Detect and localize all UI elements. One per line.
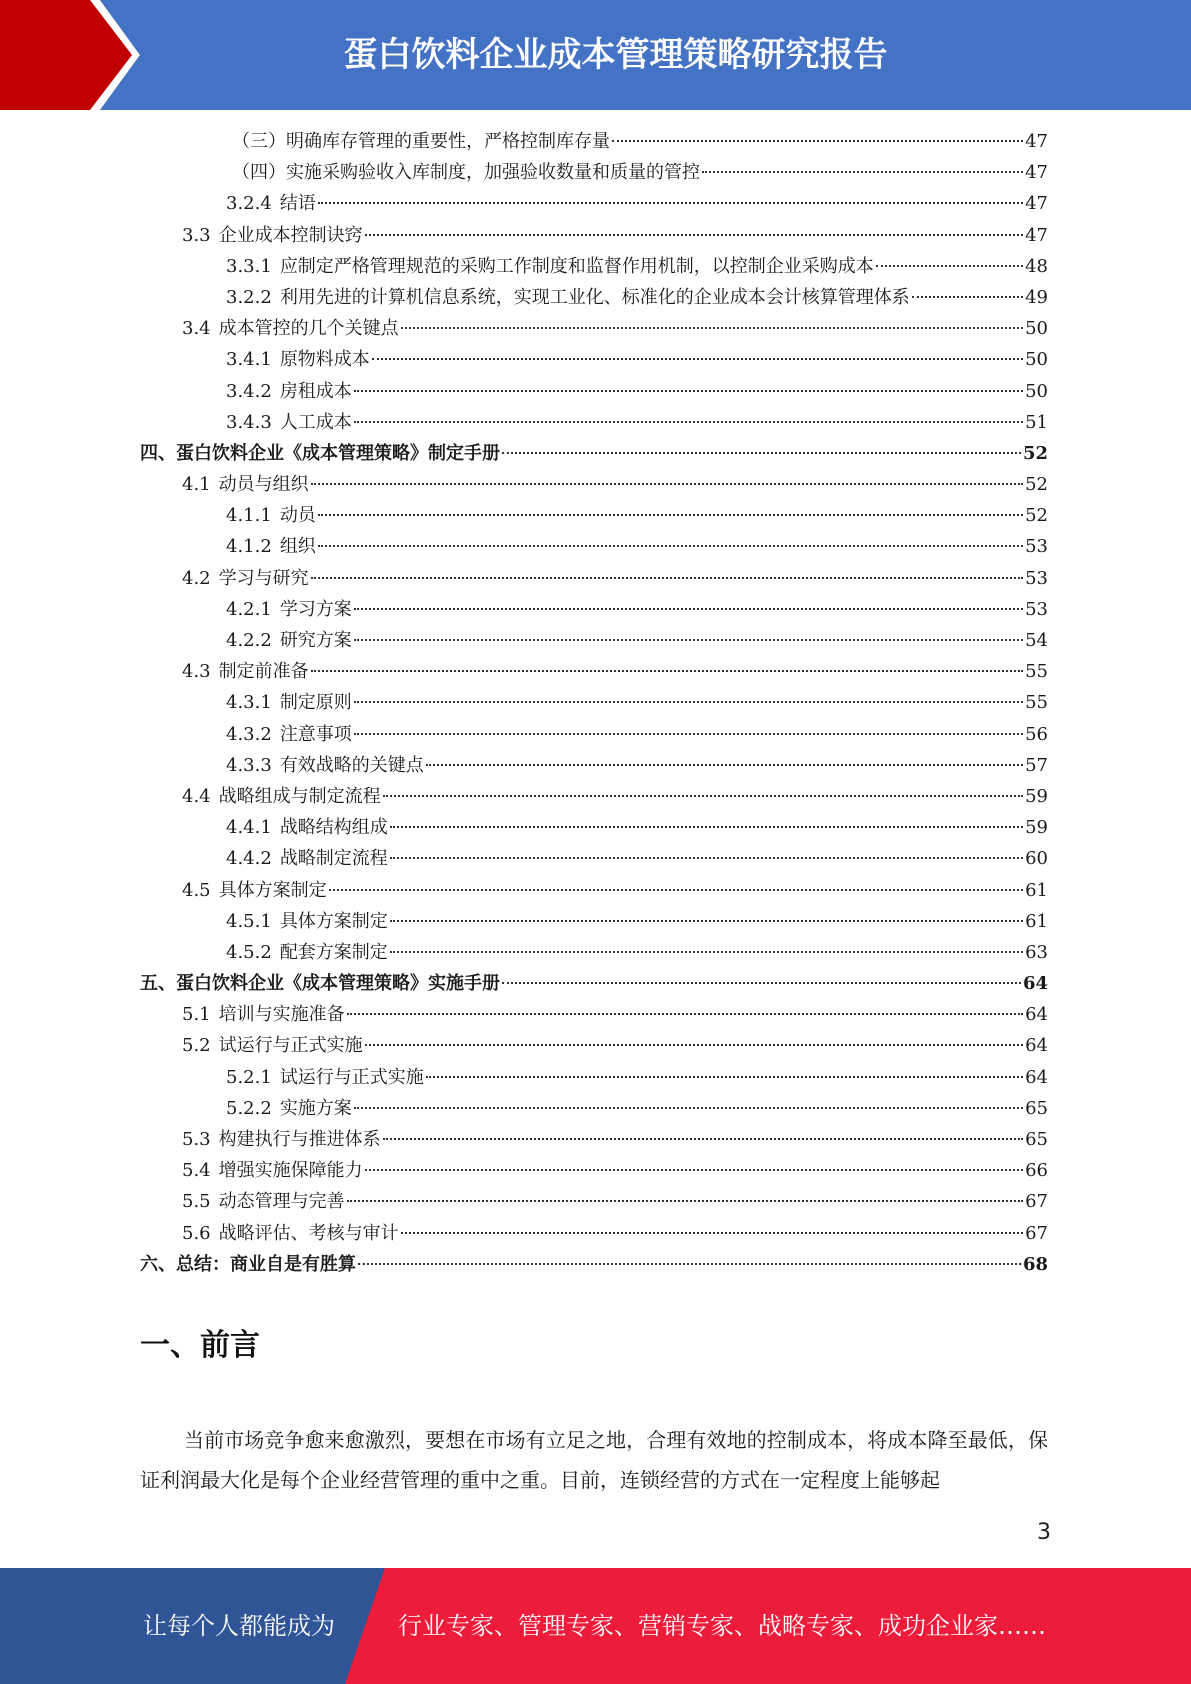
toc-entry-number: 5.2 xyxy=(182,1035,211,1057)
toc-entry-number: 3.3 xyxy=(182,224,211,246)
toc-entry-title: （三）明确库存管理的重要性，严格控制库存量 xyxy=(232,131,610,152)
toc-entry[interactable] xyxy=(140,189,1048,220)
toc-entry-page: 53 xyxy=(1025,598,1048,620)
toc-entry-title: 六、总结：商业自是有胜算 xyxy=(140,1253,356,1275)
toc-entry-title: 增强实施保障能力 xyxy=(218,1160,363,1182)
toc-entry-number: 4.5.2 xyxy=(226,941,272,963)
toc-entry-number: 5.6 xyxy=(182,1222,211,1244)
toc-entry-number: 5.1 xyxy=(182,1004,211,1026)
toc-entry[interactable] xyxy=(140,1000,1048,1031)
toc-entry-page: 64 xyxy=(1025,1004,1048,1026)
toc-entry-number: 4.1.2 xyxy=(226,536,272,558)
toc-entry[interactable] xyxy=(140,408,1048,439)
toc-entry[interactable] xyxy=(140,221,1048,252)
toc-entry[interactable] xyxy=(140,1250,1048,1281)
toc-entry-number: 3.4.2 xyxy=(226,380,272,402)
toc-entry-number: 3.2.4 xyxy=(226,193,272,215)
toc-entry-title: 培训与实施准备 xyxy=(218,1004,345,1026)
toc-entry-page: 47 xyxy=(1025,193,1048,215)
toc-dot-leader xyxy=(401,1232,1023,1234)
page-header xyxy=(0,0,1191,110)
toc-entry-title: 人工成本 xyxy=(279,411,352,433)
toc-entry-title: 战略结构组成 xyxy=(279,817,388,839)
toc-entry-number: 3.4.1 xyxy=(226,349,272,371)
toc-entry-page: 56 xyxy=(1025,723,1048,745)
toc-entry-title: 试运行与正式实施 xyxy=(279,1066,424,1088)
toc-entry-page: 59 xyxy=(1025,785,1048,807)
toc-entry-title: 房租成本 xyxy=(279,380,352,402)
toc-entry-title: 实施方案 xyxy=(279,1097,352,1119)
toc-entry-title: 五、蛋白饮料企业《成本管理策略》实施手册 xyxy=(140,973,500,995)
toc-entry[interactable] xyxy=(140,595,1048,626)
toc-entry-title: 成本管控的几个关键点 xyxy=(218,318,399,340)
toc-entry[interactable] xyxy=(140,470,1048,501)
toc-entry-page: 65 xyxy=(1025,1097,1048,1119)
toc-entry-page: 50 xyxy=(1025,318,1048,340)
toc-entry-number: 4.3.2 xyxy=(226,723,272,745)
toc-entry-title: 注意事项 xyxy=(279,723,352,745)
toc-dot-leader xyxy=(354,1107,1023,1109)
toc-entry-page: 53 xyxy=(1025,536,1048,558)
toc-entry-page: 47 xyxy=(1025,224,1048,246)
toc-entry-page: 50 xyxy=(1025,349,1048,371)
toc-entry-title: 原物料成本 xyxy=(279,349,370,371)
toc-dot-leader xyxy=(365,1169,1023,1171)
toc-entry-page: 57 xyxy=(1025,754,1048,776)
toc-entry-page: 48 xyxy=(1025,255,1048,277)
toc-entry-number: 4.2.2 xyxy=(226,630,272,651)
toc-entry[interactable] xyxy=(140,751,1048,782)
footer-slogan-left: 让每个人都能成为 xyxy=(143,1612,335,1640)
toc-dot-leader xyxy=(358,1263,1021,1265)
body-text xyxy=(140,1420,1048,1500)
toc-dot-leader xyxy=(347,1013,1023,1015)
toc-entry-number: 5.4 xyxy=(182,1160,211,1182)
toc-entry-title: 四、蛋白饮料企业《成本管理策略》制定手册 xyxy=(140,442,500,464)
toc-entry-number: 5.2.2 xyxy=(226,1097,272,1119)
toc-entry-number: 4.1.1 xyxy=(226,505,272,527)
toc-entry-number: 4.3 xyxy=(182,661,211,683)
toc-entry-number: 5.2.1 xyxy=(226,1066,272,1088)
toc-entry-number: 4.4 xyxy=(182,785,211,807)
toc-entry-page: 55 xyxy=(1025,692,1048,714)
toc-entry[interactable] xyxy=(140,1219,1048,1250)
toc-entry-number: 4.2.1 xyxy=(226,598,272,620)
toc-entry-page: 52 xyxy=(1022,442,1048,464)
toc-dot-leader xyxy=(354,639,1023,641)
toc-dot-leader xyxy=(329,889,1023,891)
toc-entry-title: 战略组成与制定流程 xyxy=(218,785,381,807)
table-of-contents xyxy=(140,127,1048,1281)
toc-dot-leader xyxy=(365,1044,1023,1046)
toc-entry-page: 47 xyxy=(1025,162,1048,184)
toc-entry[interactable] xyxy=(140,844,1048,875)
toc-entry-page: 61 xyxy=(1025,910,1048,932)
toc-dot-leader xyxy=(390,826,1023,828)
toc-entry[interactable] xyxy=(140,1063,1048,1094)
toc-dot-leader xyxy=(354,608,1023,610)
toc-dot-leader xyxy=(311,483,1023,485)
toc-dot-leader xyxy=(383,795,1023,797)
page-footer xyxy=(0,1568,1191,1684)
toc-entry[interactable] xyxy=(140,314,1048,345)
toc-entry[interactable] xyxy=(140,345,1048,376)
toc-dot-leader xyxy=(311,670,1023,672)
toc-dot-leader xyxy=(354,390,1023,392)
toc-entry[interactable] xyxy=(140,938,1048,969)
toc-entry-title: 研究方案 xyxy=(279,630,352,651)
toc-entry-title: （四）实施采购验收入库制度，加强验收数量和质量的管控 xyxy=(232,162,700,184)
toc-entry-title: 学习方案 xyxy=(279,598,352,620)
toc-entry-title: 制定原则 xyxy=(279,692,352,714)
toc-entry[interactable] xyxy=(140,907,1048,938)
toc-entry-title: 动态管理与完善 xyxy=(218,1191,345,1213)
toc-dot-leader xyxy=(383,1138,1023,1140)
toc-entry-page: 65 xyxy=(1025,1129,1048,1150)
toc-dot-leader xyxy=(702,171,1023,173)
toc-entry[interactable] xyxy=(140,1031,1048,1062)
toc-entry[interactable] xyxy=(140,782,1048,813)
toc-entry-title: 动员 xyxy=(279,505,316,527)
toc-entry-title: 学习与研究 xyxy=(218,567,309,589)
toc-entry-title: 战略制定流程 xyxy=(279,848,388,870)
toc-entry-number: 3.4.3 xyxy=(226,411,272,433)
toc-entry-page: 51 xyxy=(1025,411,1048,433)
toc-entry-title: 利用先进的计算机信息系统，实现工业化、标准化的企业成本会计核算管理体系 xyxy=(279,286,910,308)
toc-entry[interactable] xyxy=(140,1094,1048,1125)
toc-entry-page: 63 xyxy=(1025,941,1048,963)
toc-entry-number: 4.4.2 xyxy=(226,848,272,870)
page-number: 3 xyxy=(1037,1520,1051,1545)
toc-dot-leader xyxy=(347,1200,1023,1202)
toc-dot-leader xyxy=(318,514,1023,516)
toc-dot-leader xyxy=(390,951,1023,953)
toc-entry-number: 4.1 xyxy=(182,474,211,496)
toc-entry[interactable] xyxy=(140,688,1048,719)
toc-entry[interactable] xyxy=(140,1156,1048,1187)
toc-entry-title: 战略评估、考核与审计 xyxy=(218,1222,399,1244)
toc-entry[interactable] xyxy=(140,377,1048,408)
toc-entry-page: 47 xyxy=(1025,131,1048,152)
footer-slogan-right: 行业专家、管理专家、营销专家、战略专家、成功企业家…… xyxy=(398,1612,1046,1640)
toc-entry-page: 55 xyxy=(1025,661,1048,683)
toc-entry-page: 61 xyxy=(1025,879,1048,901)
toc-entry[interactable] xyxy=(140,532,1048,563)
toc-entry[interactable] xyxy=(140,720,1048,751)
toc-entry[interactable] xyxy=(140,439,1048,470)
toc-entry[interactable] xyxy=(140,127,1048,158)
toc-entry[interactable] xyxy=(140,283,1048,314)
toc-entry-page: 53 xyxy=(1025,567,1048,589)
toc-entry[interactable] xyxy=(140,1125,1048,1156)
toc-entry-page: 67 xyxy=(1025,1222,1048,1244)
toc-entry-number: 4.4.1 xyxy=(226,817,272,839)
toc-entry[interactable] xyxy=(140,657,1048,688)
toc-dot-leader xyxy=(426,764,1023,766)
toc-dot-leader xyxy=(318,545,1023,547)
toc-entry-title: 具体方案制定 xyxy=(218,879,327,901)
toc-entry-title: 应制定严格管理规范的采购工作制度和监督作用机制，以控制企业采购成本 xyxy=(279,255,874,277)
toc-entry-page: 52 xyxy=(1025,505,1048,527)
toc-entry-title: 企业成本控制诀窍 xyxy=(218,224,363,246)
toc-entry-title: 动员与组织 xyxy=(218,474,309,496)
toc-entry[interactable] xyxy=(140,501,1048,532)
toc-dot-leader xyxy=(390,920,1023,922)
toc-dot-leader xyxy=(502,452,1021,454)
toc-entry-number: 4.3.3 xyxy=(226,754,272,776)
toc-entry-number: 5.5 xyxy=(182,1191,211,1213)
toc-dot-leader xyxy=(354,733,1023,735)
toc-dot-leader xyxy=(912,296,1023,298)
toc-entry-title: 制定前准备 xyxy=(218,661,309,683)
section-heading: 一、前言 xyxy=(140,1328,260,1363)
toc-dot-leader xyxy=(354,421,1023,423)
toc-entry-page: 64 xyxy=(1022,973,1048,995)
toc-dot-leader xyxy=(401,327,1023,329)
toc-entry-page: 68 xyxy=(1022,1253,1048,1275)
toc-entry[interactable] xyxy=(140,252,1048,283)
toc-entry-title: 有效战略的关键点 xyxy=(279,754,424,776)
toc-entry-number: 5.3 xyxy=(182,1129,211,1150)
toc-entry-number: 3.2.2 xyxy=(226,286,272,308)
toc-entry-page: 66 xyxy=(1025,1160,1048,1182)
toc-entry-title: 结语 xyxy=(279,193,316,215)
toc-entry-title: 试运行与正式实施 xyxy=(218,1035,363,1057)
toc-entry[interactable] xyxy=(140,876,1048,907)
toc-dot-leader xyxy=(612,140,1023,142)
toc-entry-page: 49 xyxy=(1025,286,1048,308)
toc-entry[interactable] xyxy=(140,158,1048,189)
toc-entry-page: 52 xyxy=(1025,474,1048,496)
toc-entry-number: 4.5.1 xyxy=(226,910,272,932)
toc-entry-page: 64 xyxy=(1025,1035,1048,1057)
toc-entry-page: 59 xyxy=(1025,817,1048,839)
toc-entry-number: 4.3.1 xyxy=(226,692,272,714)
toc-entry-number: 3.4 xyxy=(182,318,211,340)
toc-dot-leader xyxy=(390,857,1023,859)
toc-entry[interactable] xyxy=(140,969,1048,1000)
toc-entry-page: 67 xyxy=(1025,1191,1048,1213)
toc-entry-number: 3.3.1 xyxy=(226,255,272,277)
toc-dot-leader xyxy=(318,202,1023,204)
document-title: 蛋白饮料企业成本管理策略研究报告 xyxy=(343,35,888,75)
toc-entry-page: 50 xyxy=(1025,380,1048,402)
toc-entry[interactable] xyxy=(140,1187,1048,1218)
toc-dot-leader xyxy=(372,358,1023,360)
toc-entry-page: 60 xyxy=(1025,848,1048,870)
toc-dot-leader xyxy=(426,1076,1023,1078)
toc-entry[interactable] xyxy=(140,813,1048,844)
toc-entry[interactable] xyxy=(140,564,1048,595)
toc-dot-leader xyxy=(365,234,1023,236)
toc-entry-number: 4.2 xyxy=(182,567,211,589)
toc-entry-page: 54 xyxy=(1025,630,1048,651)
toc-entry-title: 具体方案制定 xyxy=(279,910,388,932)
toc-entry-title: 组织 xyxy=(279,536,316,558)
toc-entry-page: 64 xyxy=(1025,1066,1048,1088)
toc-entry-number: 4.5 xyxy=(182,879,211,901)
toc-entry-title: 配套方案制定 xyxy=(279,941,388,963)
toc-dot-leader xyxy=(876,265,1023,267)
toc-dot-leader xyxy=(502,982,1021,984)
body-paragraph: 当前市场竞争愈来愈激烈，要想在市场有立足之地，合理有效地的控制成本，将成本降至最低，保证利润最大化是每个企业经营管理的重中之重。目前，连锁经营的方式在一定程度上能够起 xyxy=(140,1428,1048,1492)
toc-entry[interactable] xyxy=(140,626,1048,657)
toc-dot-leader xyxy=(354,701,1023,703)
toc-dot-leader xyxy=(311,577,1023,579)
toc-entry-title: 构建执行与推进体系 xyxy=(218,1129,381,1150)
